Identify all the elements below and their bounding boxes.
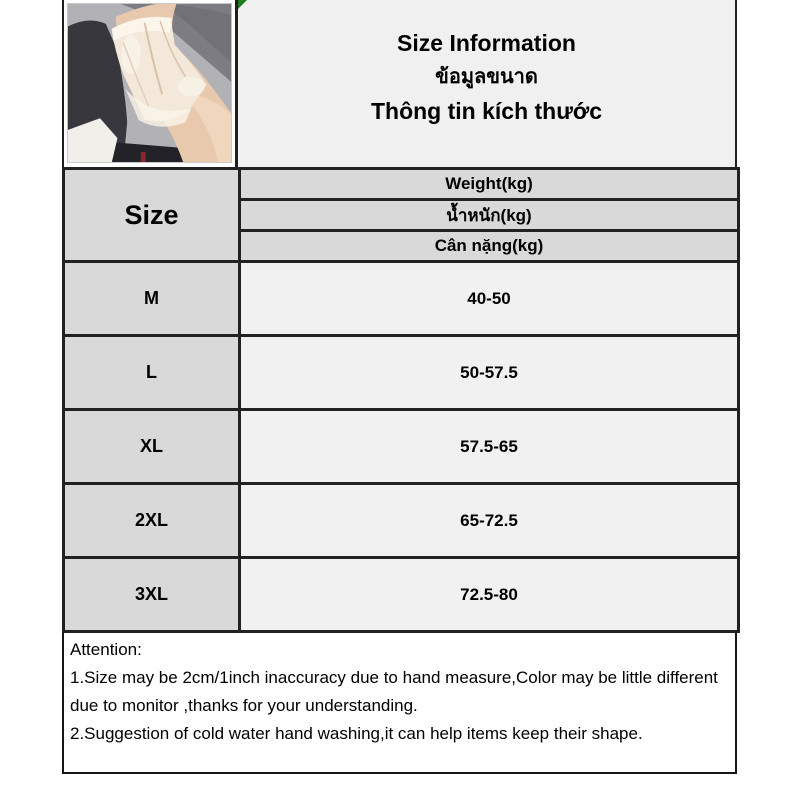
weight-value: 57.5-65 (240, 410, 739, 484)
top-row (62, 0, 737, 167)
title-vietnamese: Thông tin kích thước (370, 97, 603, 124)
weight-value: 65-72.5 (240, 484, 739, 558)
weight-value: 72.5-80 (240, 558, 739, 632)
title-english: Size Information (397, 29, 576, 56)
weight-header-vi: Cân nặng(kg) (240, 231, 739, 262)
size-chart-sheet (62, 0, 737, 774)
shapewear-product-illustration (67, 3, 232, 163)
size-table (62, 167, 740, 633)
weight-header-th: น้ำหนัก(kg) (240, 200, 739, 231)
cell-corner-marker-icon (238, 0, 247, 9)
table-row (64, 336, 739, 410)
table-header-row (64, 169, 739, 200)
table-row (64, 262, 739, 336)
size-label: 3XL (64, 558, 240, 632)
size-column-header: Size (64, 169, 240, 262)
attention-line: 2.Suggestion of cold water hand washing,it can help items keep their shape. (70, 724, 643, 743)
size-label: XL (64, 410, 240, 484)
table-row (64, 484, 739, 558)
attention-note (62, 633, 737, 774)
attention-line: 1.Size may be 2cm/1inch inaccuracy due to hand measure,Color may be little different due to monitor ,thanks for your understanding. (70, 668, 718, 715)
weight-header-en: Weight(kg) (240, 169, 739, 200)
size-label: 2XL (64, 484, 240, 558)
attention-heading: Attention: (70, 640, 142, 659)
product-photo (62, 0, 238, 167)
title-thai: ข้อมูลขนาด (435, 65, 538, 88)
size-info-header (238, 0, 737, 167)
size-label: M (64, 262, 240, 336)
weight-value: 50-57.5 (240, 336, 739, 410)
table-row (64, 558, 739, 632)
table-row (64, 410, 739, 484)
weight-value: 40-50 (240, 262, 739, 336)
size-label: L (64, 336, 240, 410)
